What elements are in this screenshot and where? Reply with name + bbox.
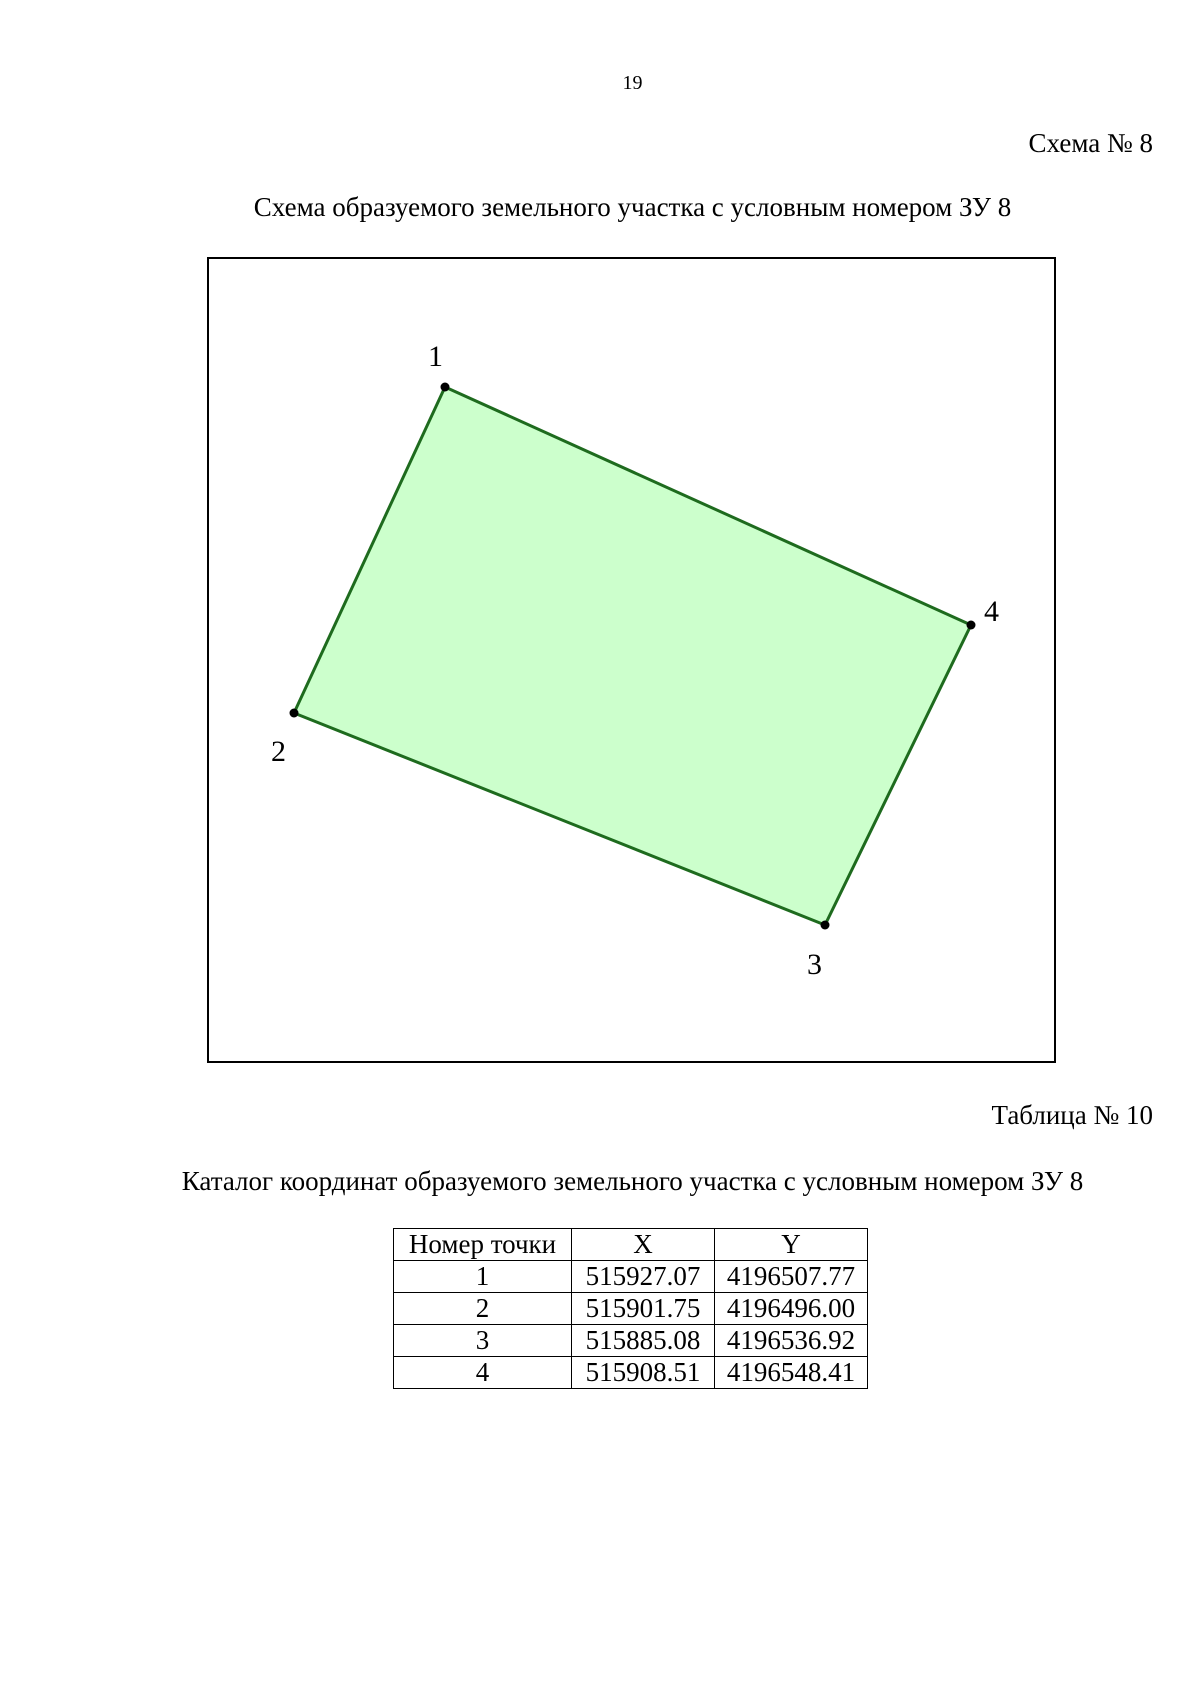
header-y: Y [715, 1229, 868, 1261]
header-x: X [572, 1229, 715, 1261]
y-cell: 4196507.77 [715, 1261, 868, 1293]
x-cell: 515908.51 [572, 1357, 715, 1389]
y-cell: 4196536.92 [715, 1325, 868, 1357]
scheme-number: Схема № 8 [1028, 128, 1153, 158]
vertex-1-label: 1 [428, 340, 443, 373]
vertex-2-marker [290, 709, 299, 718]
x-cell: 515901.75 [572, 1293, 715, 1325]
point-number-cell: 4 [394, 1357, 572, 1389]
table-row [394, 1325, 868, 1357]
vertex-3-marker [821, 921, 830, 930]
scheme-frame [207, 257, 1056, 1063]
land-plot-diagram [209, 259, 1054, 1061]
point-number-cell: 1 [394, 1261, 572, 1293]
catalog-title: Каталог координат образуемого земельного участка с условным номером ЗУ 8 [181, 1166, 1084, 1196]
table-row [394, 1357, 868, 1389]
table-number: Таблица № 10 [991, 1100, 1153, 1130]
land-plot-polygon [294, 387, 971, 925]
vertex-1-marker [441, 383, 450, 392]
page-number: 19 [622, 72, 643, 94]
vertex-4-label: 4 [984, 595, 999, 628]
header-point-number: Номер точки [394, 1229, 572, 1261]
y-cell: 4196496.00 [715, 1293, 868, 1325]
table-header-row [394, 1229, 868, 1261]
x-cell: 515927.07 [572, 1261, 715, 1293]
coordinates-table [393, 1228, 868, 1389]
vertex-3-label: 3 [807, 948, 822, 981]
x-cell: 515885.08 [572, 1325, 715, 1357]
table-row [394, 1293, 868, 1325]
vertex-4-marker [967, 621, 976, 630]
table-row [394, 1261, 868, 1293]
point-number-cell: 2 [394, 1293, 572, 1325]
point-number-cell: 3 [394, 1325, 572, 1357]
vertex-2-label: 2 [271, 735, 286, 768]
scheme-title: Схема образуемого земельного участка с условным номером ЗУ 8 [253, 192, 1012, 222]
y-cell: 4196548.41 [715, 1357, 868, 1389]
